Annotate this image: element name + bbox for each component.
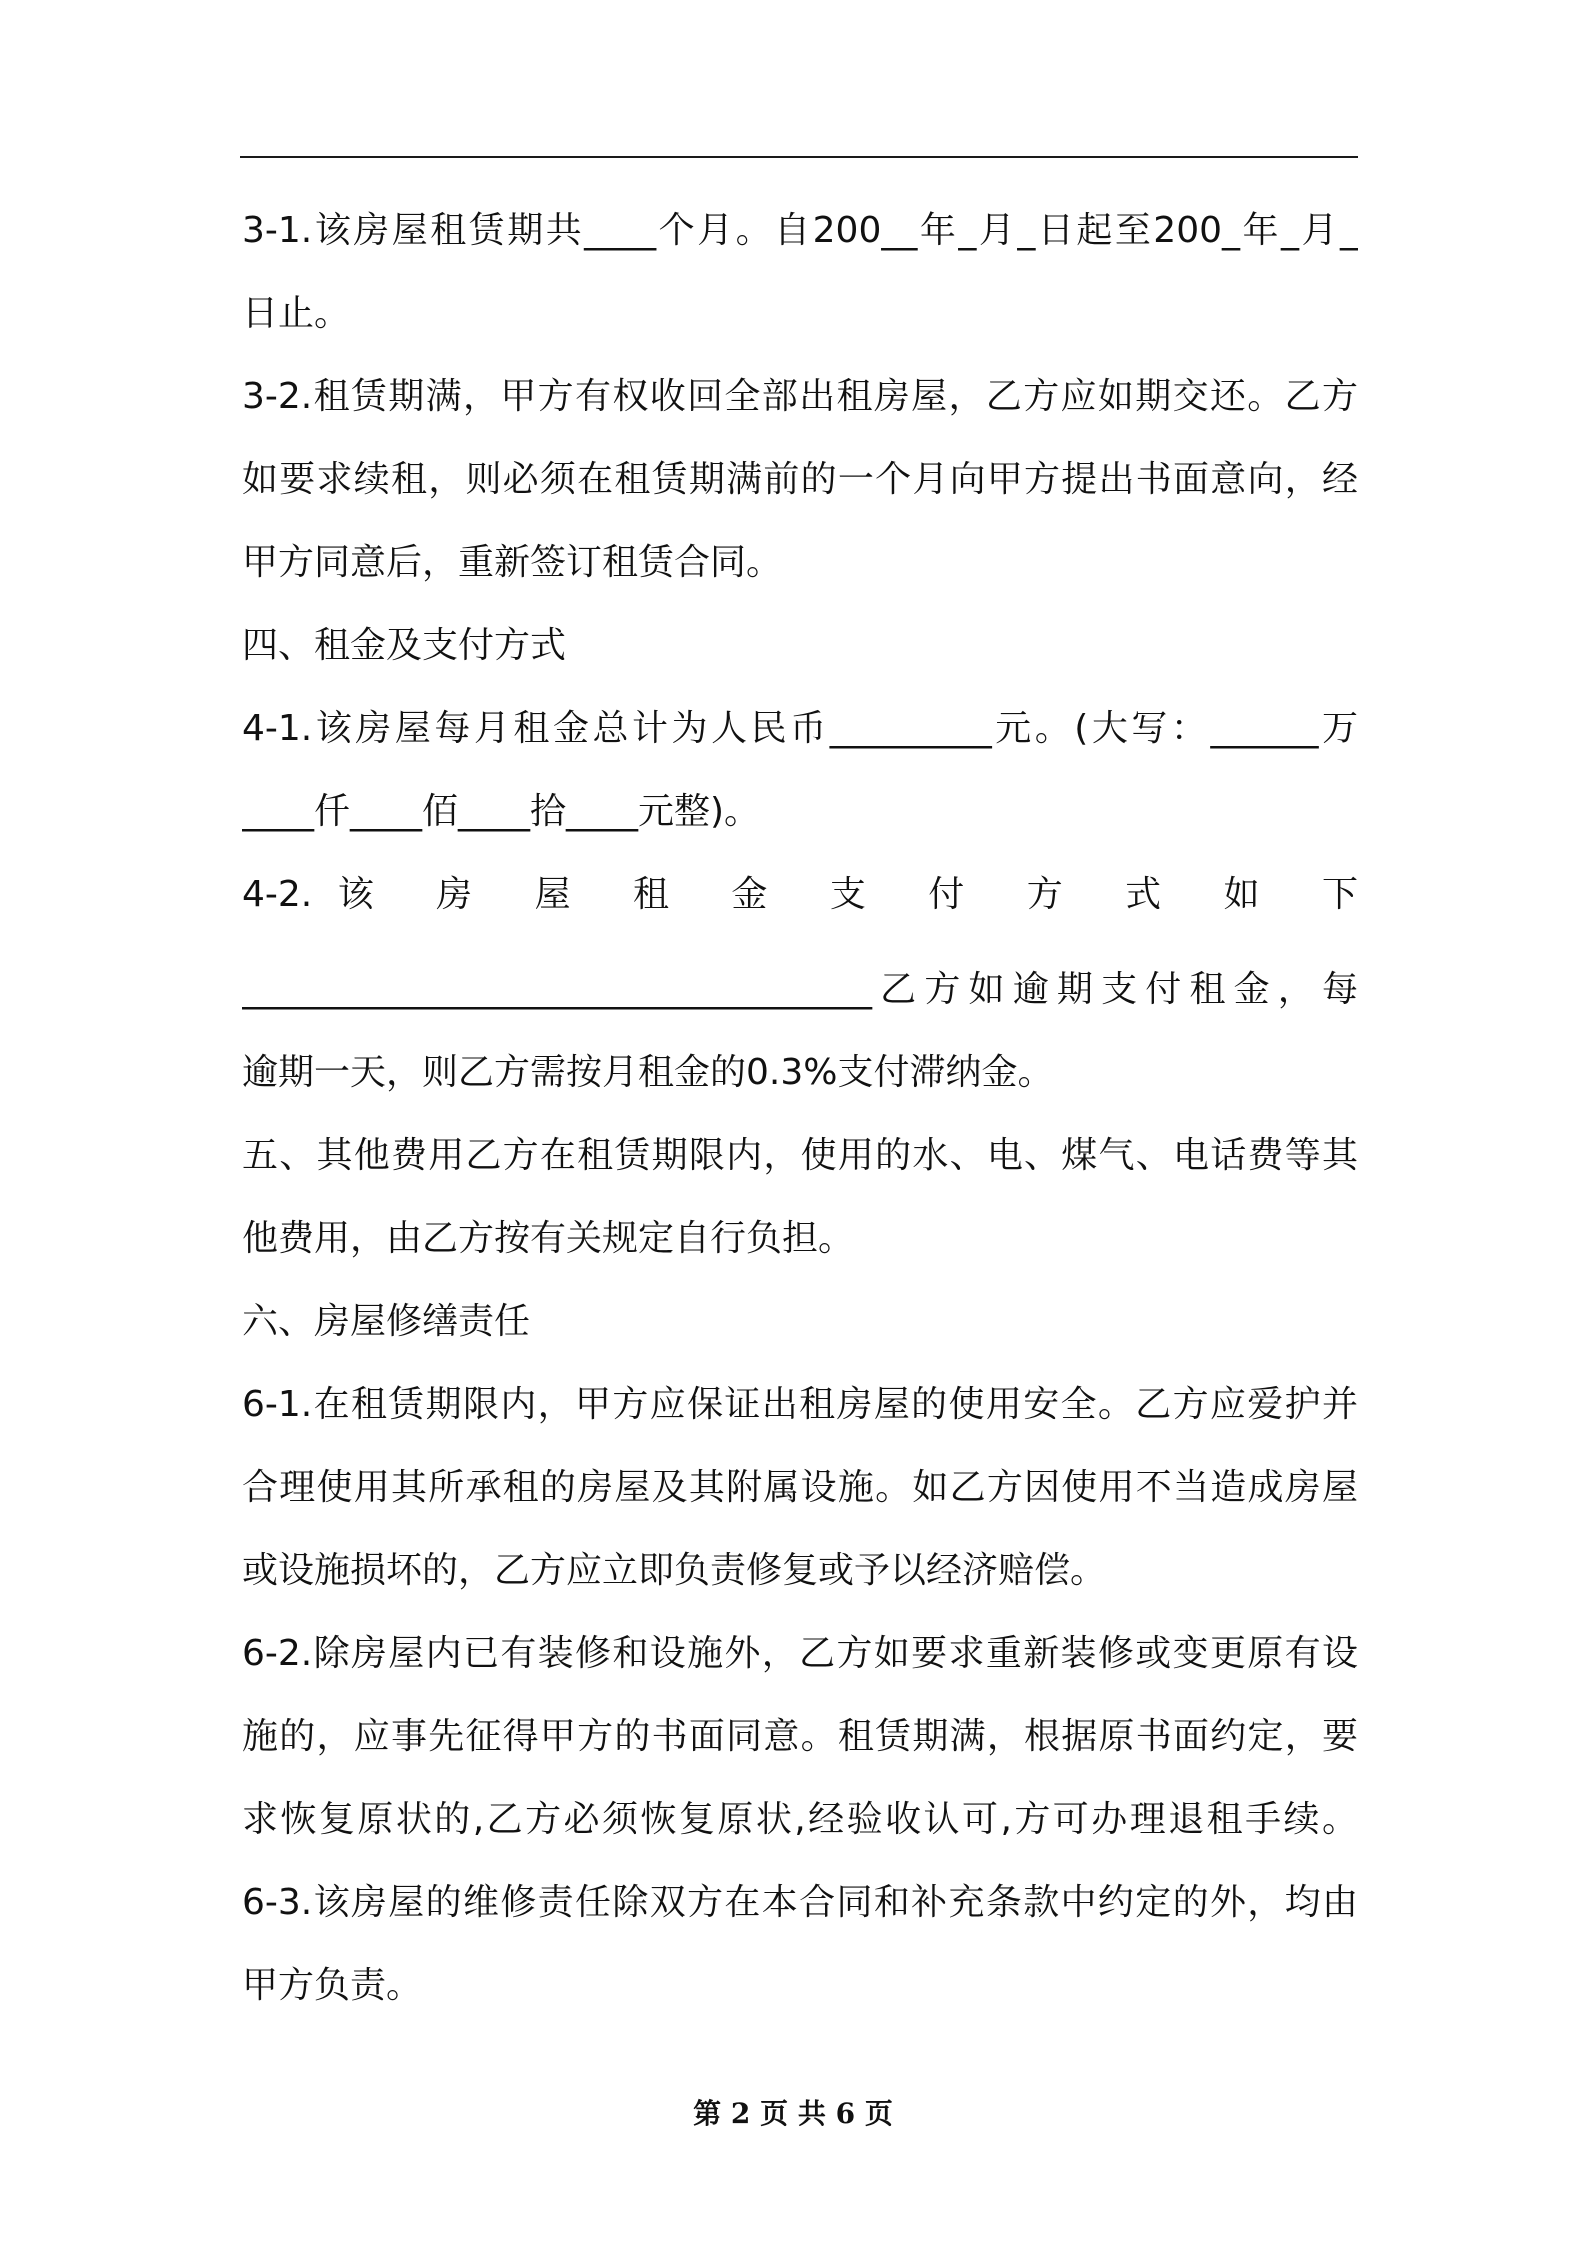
clause-6-2-line-3: 求恢复原状的,乙方必须恢复原状,经验收认可,方可办理退租手续。 xyxy=(242,1799,1358,1840)
clause-3-2-line-3: 甲方同意后，重新签订租赁合同。 xyxy=(242,542,783,583)
clause-6-3-line-2: 甲方负责。 xyxy=(242,1965,423,2006)
section-6-heading: 六、房屋修缮责任 xyxy=(242,1301,531,1342)
clause-4-2-line-1: 4-2.该 房 屋 租 金 支 付 方 式 如 下 xyxy=(242,874,1358,915)
clause-6-1-line-2: 合理使用其所承租的房屋及其附属设施。如乙方因使用不当造成房屋 xyxy=(242,1467,1358,1508)
clause-6-3-line-1: 6-3.该房屋的维修责任除双方在本合同和补充条款中约定的外，均由 xyxy=(242,1882,1358,1923)
clause-6-2-line-2: 施的，应事先征得甲方的书面同意。租赁期满，根据原书面约定，要 xyxy=(242,1716,1358,1757)
clause-4-2-line-3: 逾期一天，则乙方需按月租金的0.3%支付滞纳金。 xyxy=(242,1052,1054,1093)
clause-4-1-line-2: ____仟____佰____拾____元整)。 xyxy=(242,791,761,832)
section-5-line-1: 五、其他费用乙方在租赁期限内，使用的水、电、煤气、电话费等其 xyxy=(242,1135,1358,1176)
clause-6-1-line-3: 或设施损坏的，乙方应立即负责修复或予以经济赔偿。 xyxy=(242,1550,1107,1591)
section-5-line-2: 他费用，由乙方按有关规定自行负担。 xyxy=(242,1218,855,1259)
clause-3-2-line-2: 如要求续租，则必须在租赁期满前的一个月向甲方提出书面意向，经 xyxy=(242,459,1358,500)
page-number: 第 2 页 共 6 页 xyxy=(693,2097,893,2130)
clause-3-1-line-2: 日止。 xyxy=(242,293,351,334)
section-4-heading: 四、租金及支付方式 xyxy=(242,625,567,666)
clause-3-1-line-1: 3-1.该房屋租赁期共____个月。自200__年_月_日起至200_年_月_ xyxy=(242,210,1358,251)
header-rule xyxy=(240,156,1358,158)
clause-4-2-line-2: ___________________________________乙方如逾期支付租金，每 xyxy=(242,969,1358,1010)
clause-3-2-line-1: 3-2.租赁期满，甲方有权收回全部出租房屋，乙方应如期交还。乙方 xyxy=(242,376,1358,417)
clause-6-1-line-1: 6-1.在租赁期限内，甲方应保证出租房屋的使用安全。乙方应爱护并 xyxy=(242,1384,1358,1425)
clause-4-1-line-1: 4-1.该房屋每月租金总计为人民币_________元。(大写：______万 xyxy=(242,708,1358,749)
clause-6-2-line-1: 6-2.除房屋内已有装修和设施外，乙方如要求重新装修或变更原有设 xyxy=(242,1633,1358,1674)
